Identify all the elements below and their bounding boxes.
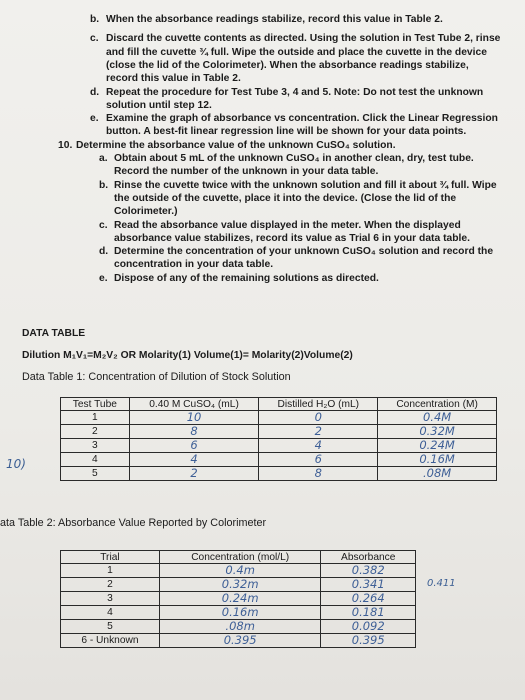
table-cell: 6 - Unknown bbox=[61, 634, 160, 648]
handwritten-value: 0.382 bbox=[351, 563, 385, 577]
instruction-text: and fill the cuvette ¾ full. Wipe the outside and place the cuvette in the device bbox=[106, 46, 487, 58]
instruction-marker: e. bbox=[99, 272, 108, 284]
table-cell: 4 bbox=[61, 606, 160, 620]
handwritten-cell bbox=[159, 564, 321, 578]
column-header: Distilled H₂O (mL) bbox=[259, 398, 378, 411]
column-header: Trial bbox=[61, 551, 160, 564]
handwritten-value: .08M bbox=[422, 466, 452, 480]
column-header: Test Tube bbox=[61, 398, 130, 411]
handwritten-value: 0 bbox=[314, 410, 322, 424]
instruction-text: Read the absorbance value displayed in the meter. When the displayed bbox=[114, 219, 461, 231]
table-cell: 3 bbox=[61, 439, 130, 453]
data-table-1 bbox=[60, 397, 497, 481]
dilution-formula: Dilution M₁V₁=M₂V₂ OR Molarity(1) Volume(1)= Molarity(2)Volume(2) bbox=[22, 350, 353, 361]
instruction-text: (close the lid of the Colorimeter). When the absorbance readings stabilize, bbox=[106, 59, 469, 71]
instruction-marker: b. bbox=[90, 14, 100, 25]
handwritten-cell bbox=[321, 606, 416, 620]
handwritten-value: 10 bbox=[186, 410, 202, 424]
table-row bbox=[61, 620, 416, 634]
handwritten-cell bbox=[159, 592, 321, 606]
handwritten-cell bbox=[129, 467, 259, 481]
table-cell: 4 bbox=[61, 453, 130, 467]
handwritten-cell bbox=[159, 620, 321, 634]
handwritten-value: 0.4M bbox=[422, 410, 452, 424]
column-header: Absorbance bbox=[321, 551, 416, 564]
handwritten-cell bbox=[259, 439, 378, 453]
table1-caption: Data Table 1: Concentration of Dilution of Stock Solution bbox=[22, 371, 291, 383]
handwritten-value: 0.181 bbox=[351, 605, 385, 619]
instruction-marker: d. bbox=[90, 86, 100, 98]
instruction-marker: e. bbox=[90, 113, 99, 125]
handwritten-value: 4 bbox=[190, 452, 198, 466]
handwritten-cell bbox=[321, 564, 416, 578]
handwritten-cell bbox=[159, 634, 321, 648]
handwritten-value: 0.16M bbox=[419, 452, 455, 466]
handwritten-cell bbox=[378, 425, 497, 439]
handwritten-cell bbox=[259, 425, 378, 439]
table-cell: 2 bbox=[61, 578, 160, 592]
handwritten-cell bbox=[129, 439, 259, 453]
handwritten-value: 0.092 bbox=[351, 619, 385, 633]
handwritten-value: 0.341 bbox=[351, 577, 385, 591]
instruction-text: Discard the cuvette contents as directed. Using the solution in Test Tube 2, rinse bbox=[106, 33, 501, 45]
instruction-marker: a. bbox=[99, 153, 108, 164]
handwritten-value: 0.32m bbox=[221, 577, 259, 591]
instruction-marker: c. bbox=[90, 33, 99, 45]
handwritten-cell bbox=[378, 467, 497, 481]
instruction-text: button. A best-fit linear regression line will be shown for your data points. bbox=[106, 126, 467, 138]
table2-side-note: 0.411 bbox=[427, 578, 456, 589]
handwritten-cell bbox=[159, 578, 321, 592]
handwritten-cell bbox=[129, 411, 259, 425]
handwritten-cell bbox=[378, 439, 497, 453]
handwritten-cell bbox=[129, 453, 259, 467]
table-row bbox=[61, 439, 497, 453]
table-cell: 5 bbox=[61, 467, 130, 481]
instruction-text: Determine the absorbance value of the unknown CuSO₄ solution. bbox=[76, 139, 396, 151]
instruction-text: Repeat the procedure for Test Tube 3, 4 and 5. Note: Do not test the unknown bbox=[106, 86, 484, 98]
handwritten-value: 0.264 bbox=[351, 591, 385, 605]
handwritten-value: 2 bbox=[190, 466, 198, 480]
handwritten-cell bbox=[378, 411, 497, 425]
handwritten-value: 8 bbox=[190, 424, 198, 438]
instruction-text: the outside of the cuvette, place it into the device. (Close the lid of the bbox=[114, 192, 457, 204]
handwritten-cell bbox=[321, 592, 416, 606]
table-cell: 3 bbox=[61, 592, 160, 606]
table-row bbox=[61, 592, 416, 606]
instruction-text: solution until step 12. bbox=[106, 99, 212, 111]
handwritten-value: 6 bbox=[190, 438, 198, 452]
handwritten-value: 4 bbox=[314, 438, 322, 452]
table-cell: 2 bbox=[61, 425, 130, 439]
table-row bbox=[61, 425, 497, 439]
table-cell: 1 bbox=[61, 564, 160, 578]
handwritten-cell bbox=[129, 425, 259, 439]
instruction-text: absorbance value stabilizes, record its value as Trial 6 in your data table. bbox=[114, 232, 470, 244]
data-table-heading: DATA TABLE bbox=[22, 328, 86, 339]
table-row bbox=[61, 411, 497, 425]
handwritten-cell bbox=[321, 620, 416, 634]
table-row bbox=[61, 467, 497, 481]
handwritten-value: 0.24m bbox=[221, 591, 259, 605]
table-cell: 1 bbox=[61, 411, 130, 425]
handwritten-value: 0.395 bbox=[351, 633, 385, 647]
table-row bbox=[61, 634, 416, 648]
table-cell: 5 bbox=[61, 620, 160, 634]
instruction-text: Rinse the cuvette twice with the unknown solution and fill it about ¾ full. Wipe bbox=[114, 179, 497, 191]
table-row bbox=[61, 578, 416, 592]
column-header: Concentration (M) bbox=[378, 398, 497, 411]
table-row bbox=[61, 564, 416, 578]
handwritten-value: 0.4m bbox=[225, 563, 255, 577]
instruction-text: Colorimeter.) bbox=[114, 206, 178, 218]
instruction-marker: b. bbox=[99, 179, 109, 191]
column-header: 0.40 M CuSO₄ (mL) bbox=[129, 398, 259, 411]
handwritten-cell bbox=[259, 411, 378, 425]
instruction-marker: c. bbox=[99, 219, 108, 231]
instruction-text: concentration in your data table. bbox=[114, 259, 274, 271]
instruction-marker: 10. bbox=[58, 139, 73, 151]
handwritten-value: 2 bbox=[314, 424, 322, 438]
instruction-text: record this value in Table 2. bbox=[106, 73, 241, 85]
instruction-text: Examine the graph of absorbance vs concentration. Click the Linear Regression bbox=[106, 113, 498, 125]
handwritten-cell bbox=[321, 634, 416, 648]
handwritten-cell bbox=[259, 467, 378, 481]
column-header: Concentration (mol/L) bbox=[159, 551, 321, 564]
table1-margin-note: 10) bbox=[6, 457, 26, 471]
handwritten-value: 0.395 bbox=[223, 633, 257, 647]
instruction-text: Dispose of any of the remaining solutions as directed. bbox=[114, 272, 379, 284]
handwritten-value: 6 bbox=[314, 452, 322, 466]
table-row bbox=[61, 453, 497, 467]
handwritten-value: 0.16m bbox=[221, 605, 259, 619]
instruction-text: Record the number of the unknown in your data table. bbox=[114, 166, 379, 178]
handwritten-cell bbox=[378, 453, 497, 467]
handwritten-value: 0.24M bbox=[419, 438, 455, 452]
instruction-text: Determine the concentration of your unknown CuSO₄ solution and record the bbox=[114, 246, 494, 258]
instruction-text: When the absorbance readings stabilize, record this value in Table 2. bbox=[106, 14, 443, 25]
handwritten-value: .08m bbox=[225, 619, 255, 633]
table2-caption: ata Table 2: Absorbance Value Reported by Colorimeter bbox=[0, 517, 267, 529]
instruction-text: Obtain about 5 mL of the unknown CuSO₄ in another clean, dry, test tube. bbox=[114, 153, 474, 164]
handwritten-cell bbox=[159, 606, 321, 620]
table-row bbox=[61, 606, 416, 620]
data-table-2 bbox=[60, 550, 416, 648]
handwritten-cell bbox=[321, 578, 416, 592]
handwritten-value: 8 bbox=[314, 466, 322, 480]
instruction-marker: d. bbox=[99, 246, 109, 258]
handwritten-cell bbox=[259, 453, 378, 467]
handwritten-value: 0.32M bbox=[419, 424, 455, 438]
